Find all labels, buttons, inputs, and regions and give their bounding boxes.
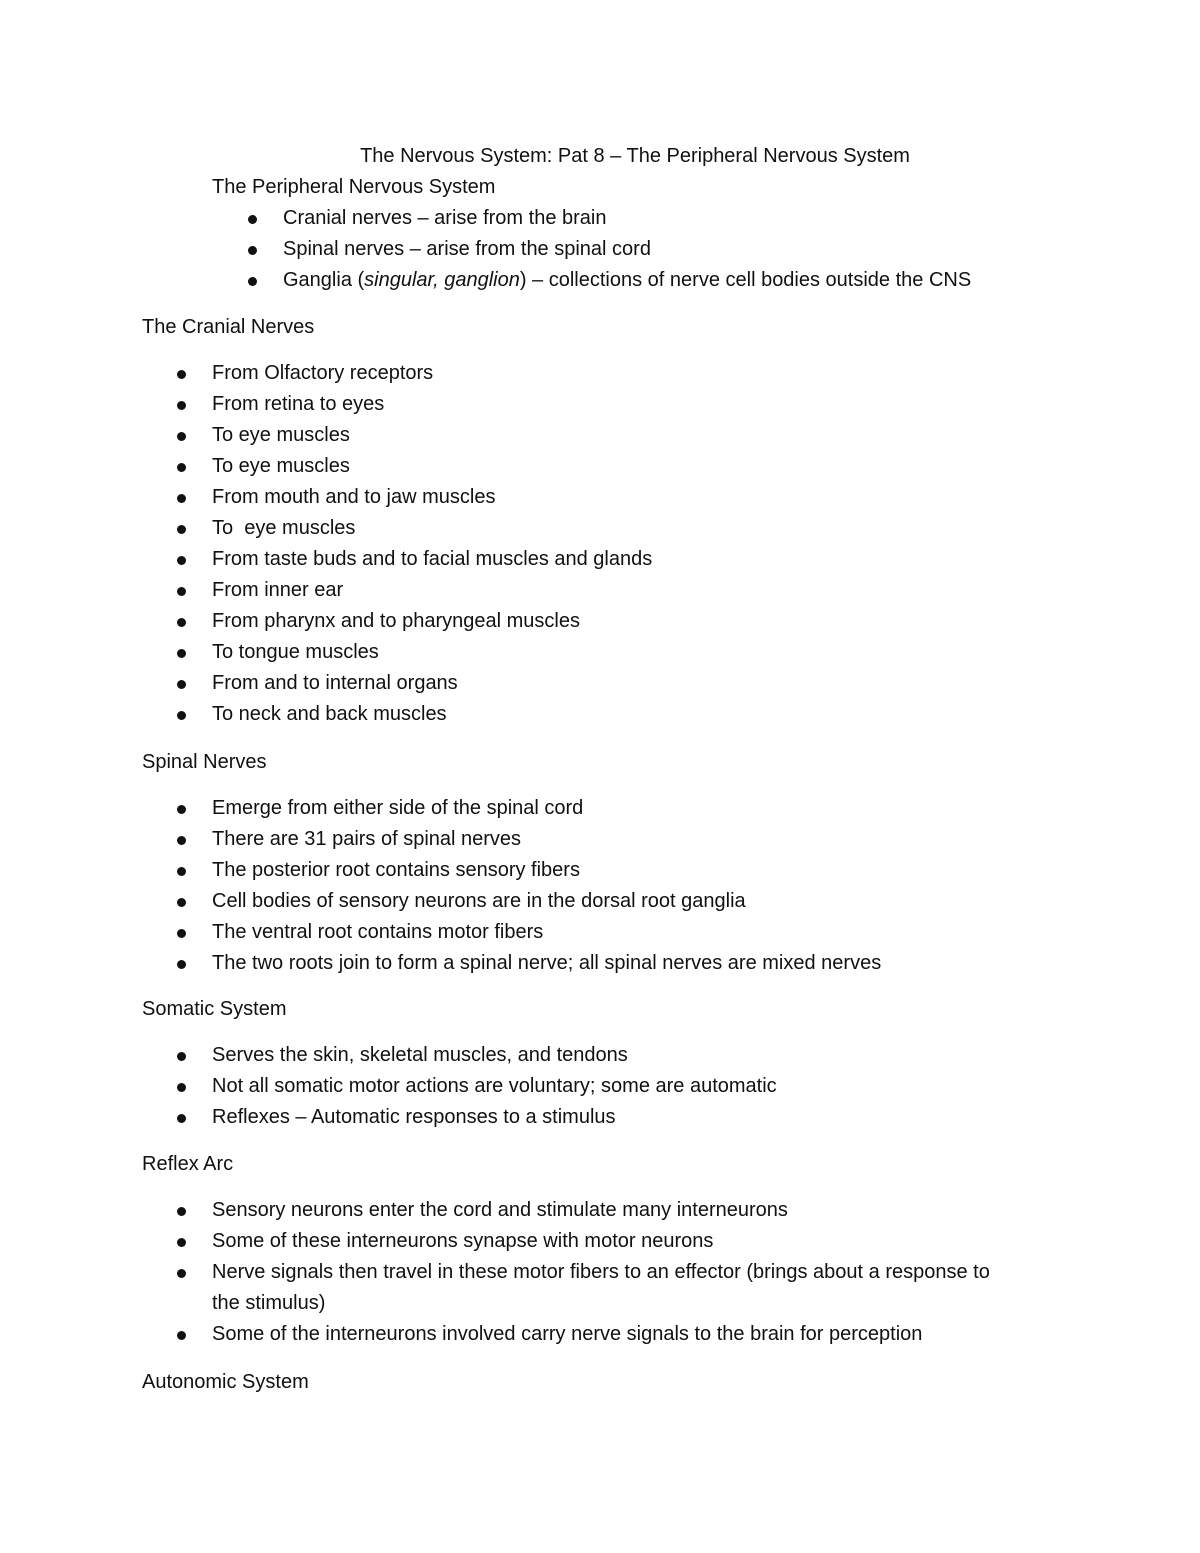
- bullet-icon: [177, 836, 186, 845]
- bullet-icon: [177, 680, 186, 689]
- list-item: From inner ear: [212, 575, 652, 606]
- list-item: To eye muscles: [212, 420, 652, 451]
- list-item: Emerge from either side of the spinal cord: [212, 793, 881, 824]
- list-item: The posterior root contains sensory fibers: [212, 855, 881, 886]
- list-item: From and to internal organs: [212, 668, 652, 699]
- bullet-icon: [177, 1114, 186, 1123]
- list-item: From retina to eyes: [212, 389, 652, 420]
- reflex-list: [212, 1195, 990, 1350]
- cranial-list: [212, 358, 652, 730]
- bullet-icon: [177, 1269, 186, 1278]
- bullet-icon: [177, 1207, 186, 1216]
- bullet-icon: [177, 1238, 186, 1247]
- list-item-continuation: the stimulus): [212, 1292, 326, 1314]
- bullet-icon: [177, 494, 186, 503]
- bullet-icon: [177, 618, 186, 627]
- list-item: Nerve signals then travel in these motor fibers to an effector (brings about a response to: [212, 1257, 990, 1288]
- somatic-list: [212, 1040, 777, 1133]
- list-item: Ganglia (singular, ganglion) – collections of nerve cell bodies outside the CNS: [283, 265, 971, 296]
- peripheral-list: [283, 203, 971, 296]
- bullet-icon: [177, 711, 186, 720]
- list-item: To eye muscles: [212, 451, 652, 482]
- list-item: To eye muscles: [212, 513, 652, 544]
- list-item: From pharynx and to pharyngeal muscles: [212, 606, 652, 637]
- spinal-list: [212, 793, 881, 979]
- bullet-icon: [177, 432, 186, 441]
- bullet-icon: [177, 867, 186, 876]
- section-heading-autonomic: Autonomic System: [142, 1371, 309, 1393]
- section-heading-reflex: Reflex Arc: [142, 1153, 234, 1175]
- bullet-icon: [177, 525, 186, 534]
- bullet-icon: [177, 401, 186, 410]
- page-title: The Nervous System: Pat 8 – The Peripheral Nervous System: [360, 145, 910, 167]
- bullet-icon: [177, 649, 186, 658]
- list-item: Cell bodies of sensory neurons are in the dorsal root ganglia: [212, 886, 881, 917]
- list-item: Serves the skin, skeletal muscles, and tendons: [212, 1040, 777, 1071]
- list-item: Some of the interneurons involved carry nerve signals to the brain for perception: [212, 1319, 990, 1350]
- list-item: There are 31 pairs of spinal nerves: [212, 824, 881, 855]
- section-heading-spinal: Spinal Nerves: [142, 751, 267, 773]
- list-item: To neck and back muscles: [212, 699, 652, 730]
- list-item: From taste buds and to facial muscles and glands: [212, 544, 652, 575]
- bullet-icon: [248, 215, 257, 224]
- bullet-icon: [177, 556, 186, 565]
- bullet-icon: [177, 960, 186, 969]
- list-item: From Olfactory receptors: [212, 358, 652, 389]
- list-item: Sensory neurons enter the cord and stimulate many interneurons: [212, 1195, 990, 1226]
- list-item: Spinal nerves – arise from the spinal cord: [283, 234, 971, 265]
- bullet-icon: [177, 805, 186, 814]
- list-item: The two roots join to form a spinal nerve; all spinal nerves are mixed nerves: [212, 948, 881, 979]
- list-item: Not all somatic motor actions are voluntary; some are automatic: [212, 1071, 777, 1102]
- bullet-icon: [177, 929, 186, 938]
- list-item: From mouth and to jaw muscles: [212, 482, 652, 513]
- bullet-icon: [177, 587, 186, 596]
- list-item: The ventral root contains motor fibers: [212, 917, 881, 948]
- section-heading-cranial: The Cranial Nerves: [142, 316, 315, 338]
- list-item: Some of these interneurons synapse with motor neurons: [212, 1226, 990, 1257]
- list-item: Reflexes – Automatic responses to a stimulus: [212, 1102, 777, 1133]
- bullet-icon: [248, 246, 257, 255]
- bullet-icon: [177, 1052, 186, 1061]
- bullet-icon: [177, 1083, 186, 1092]
- section-heading-somatic: Somatic System: [142, 998, 287, 1020]
- list-item: To tongue muscles: [212, 637, 652, 668]
- bullet-icon: [177, 370, 186, 379]
- list-item: Cranial nerves – arise from the brain: [283, 203, 971, 234]
- section-heading-peripheral: The Peripheral Nervous System: [212, 176, 496, 198]
- bullet-icon: [248, 277, 257, 286]
- bullet-icon: [177, 898, 186, 907]
- bullet-icon: [177, 463, 186, 472]
- bullet-icon: [177, 1331, 186, 1340]
